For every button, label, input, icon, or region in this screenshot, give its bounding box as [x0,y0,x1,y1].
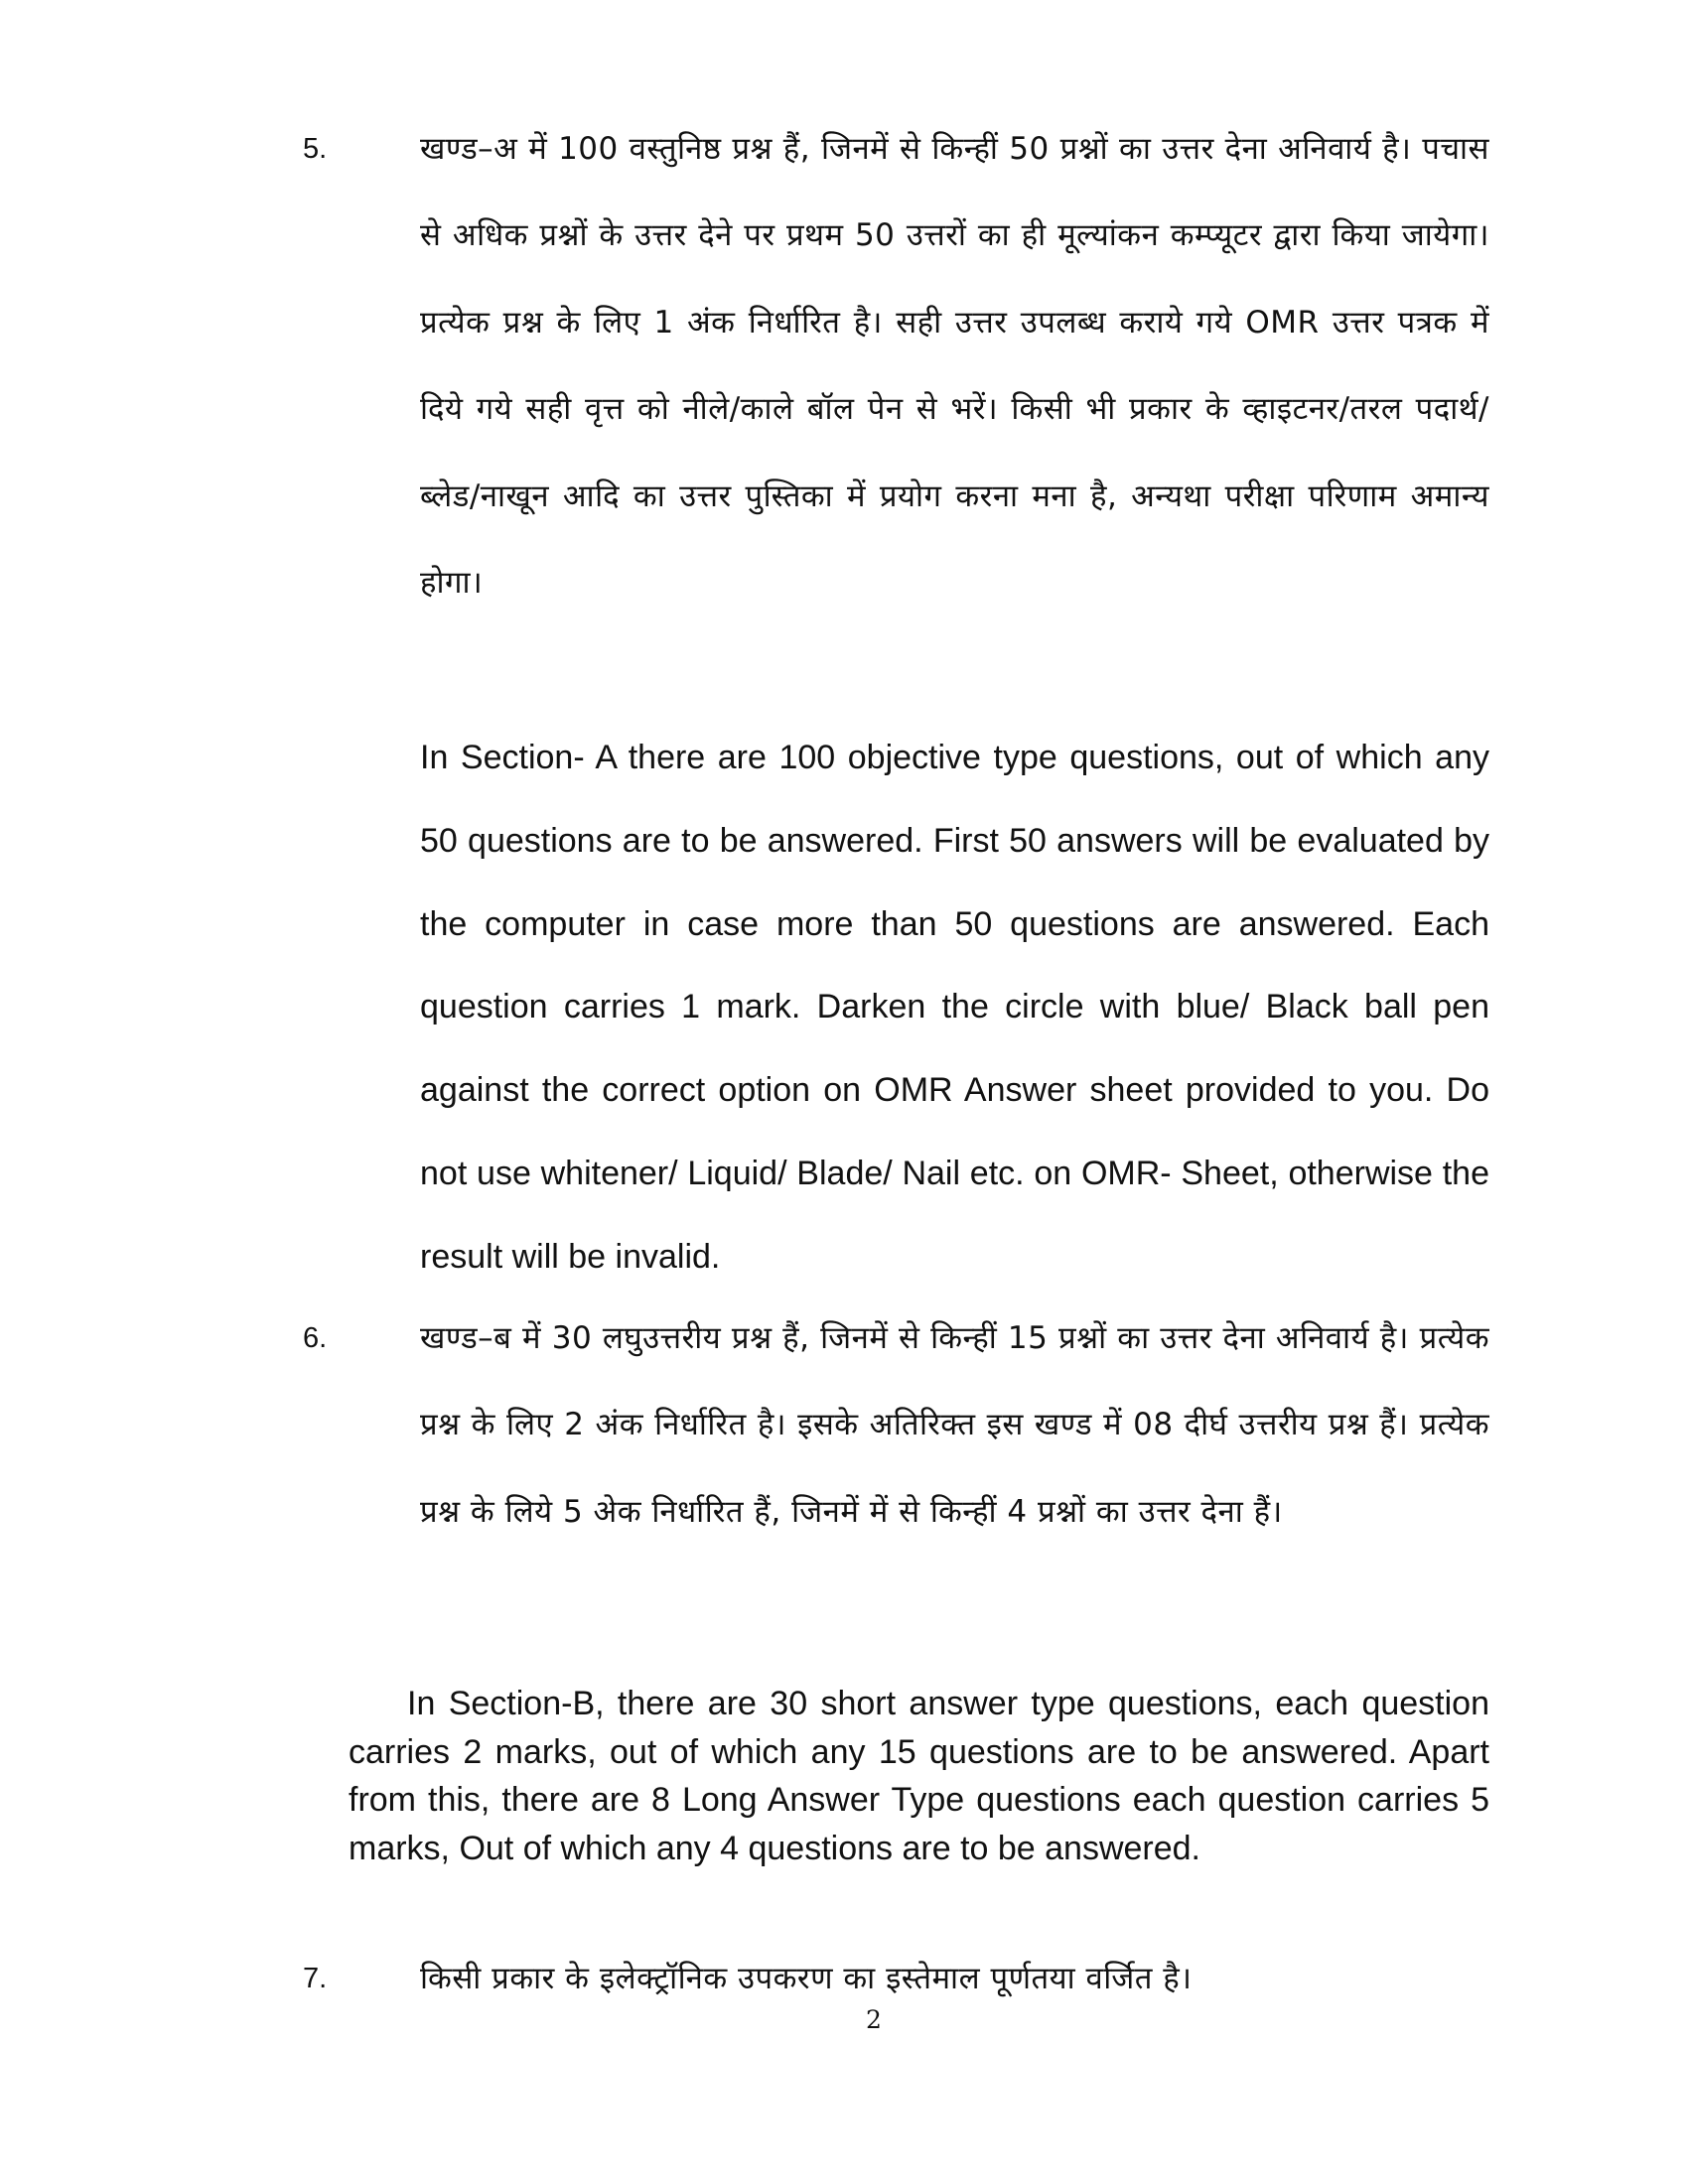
instruction-hindi: किसी प्रकार के इलेक्ट्रॉनिक उपकरण का इस्तेमाल पूर्णतया वर्जित है। [420,1961,1193,1996]
instruction-english: In Section- A there are 100 objective type questions, out of which any 50 questions are to be answered. First 50 answers will be evaluated by the computer in case more than 50 questions are answered. Each question carries 1 mark. Darken the circle with blue/ Black ball pen against the correct option on OMR Answer sheet provided to you. Do not use whitener/ Liquid/ Blade/ Nail etc. on OMR- Sheet, otherwise the result will be invalid. [420,739,1489,1276]
page-number: 2 [866,2005,882,2034]
instruction-english: In Section-B, there are 30 short answer type questions, each question carries 2 marks, out of which any 15 questions are to be answered. Apart from this, there are 8 Long Answer Type questions each question carries 5 marks, Out of which any 4 questions are to be answered. [349,1685,1489,1867]
instruction-hindi: खण्ड–ब में 30 लघुउत्तरीय प्रश्न हैं, जिनमें से किन्हीं 15 प्रश्नों का उत्तर देना अनिवार्य है। प्रत्येक प्रश्न के लिए 2 अंक निर्धारित है। इसके अतिरिक्त इस खण्ड में 08 दीर्घ उत्तरीय प्रश्न हैं। प्रत्येक प्रश्न के लिये 5 अेक निर्धारित हैं, जिनमें में से किन्हीं 4 प्रश्नों का उत्तर देना हैं। [420,1320,1489,1530]
item-number: 6. [303,1322,328,1354]
instruction-hindi: खण्ड–अ में 100 वस्तुनिष्ठ प्रश्न हैं, जिनमें से किन्हीं 50 प्रश्नों का उत्तर देना अनिवार्य है। पचास से अधिक प्रश्नों के उत्तर देने पर प्रथम 50 उत्तरों का ही मूल्यांकन कम्प्यूटर द्वारा किया जायेगा। प्रत्येक प्रश्न के लिए 1 अंक निर्धारित है। सही उत्तर उपलब्ध कराये गये OMR उत्तर पत्रक में दिये गये सही वृत्त को नीले/काले बॉल पेन से भरें। किसी भी प्रकार के व्हाइटनर/तरल पदार्थ/ब्लेड/नाखून आदि का उत्तर पुस्तिका में प्रयोग करना मना है, अन्यथा परीक्षा परिणाम अमान्य होगा। [420,131,1489,602]
item-number: 7. [303,1963,328,1994]
item-number: 5. [303,133,328,165]
